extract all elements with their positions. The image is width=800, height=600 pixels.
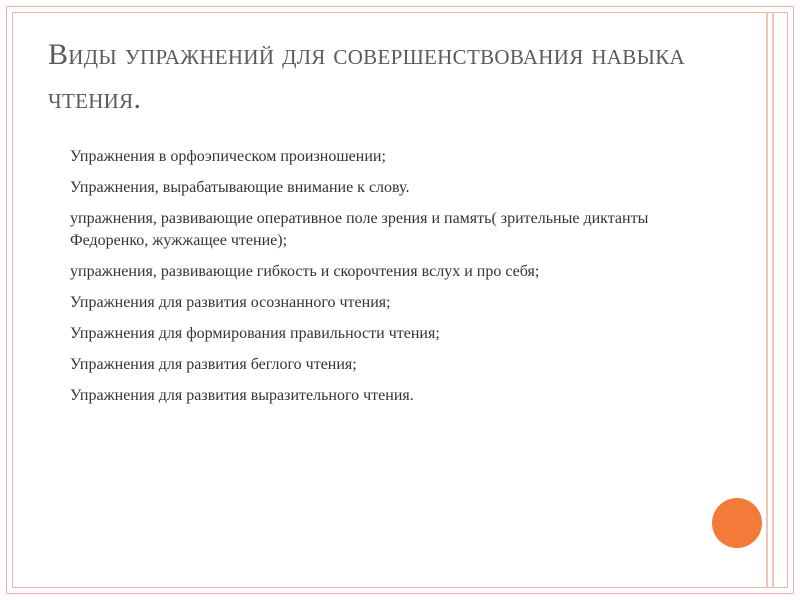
list-item xyxy=(48,261,698,283)
slide-title: Виды упражнений для совершенствования навыка чтения. xyxy=(48,38,685,115)
list-item xyxy=(48,208,698,252)
bullet-list xyxy=(48,146,698,416)
list-item-text: Упражнения для развития осознанного чтения; xyxy=(70,294,391,311)
side-stripe-decoration xyxy=(766,12,774,588)
list-item-text: Упражнения для развития выразительного чтения. xyxy=(70,387,414,404)
orange-circle-decoration xyxy=(712,498,762,548)
list-item-text: Упражнения в орфоэпическом произношении; xyxy=(70,148,386,165)
list-item xyxy=(48,177,698,199)
list-item xyxy=(48,354,698,376)
list-item xyxy=(48,292,698,314)
list-item-text: Упражнения для развития беглого чтения; xyxy=(70,356,357,373)
list-item xyxy=(48,385,698,407)
list-item xyxy=(48,146,698,168)
list-item-text: Упражнения для формирования правильности чтения; xyxy=(70,325,440,342)
list-item xyxy=(48,323,698,345)
list-item-text: упражнения, развивающие гибкость и скорочтения вслух и про себя; xyxy=(70,263,540,280)
list-item-text: Упражнения, вырабатывающие внимание к слову. xyxy=(70,179,410,196)
list-item-text: упражнения, развивающие оперативное поле зрения и память( зрительные диктанты Федоренко, жужжащее чтение); xyxy=(70,210,649,249)
